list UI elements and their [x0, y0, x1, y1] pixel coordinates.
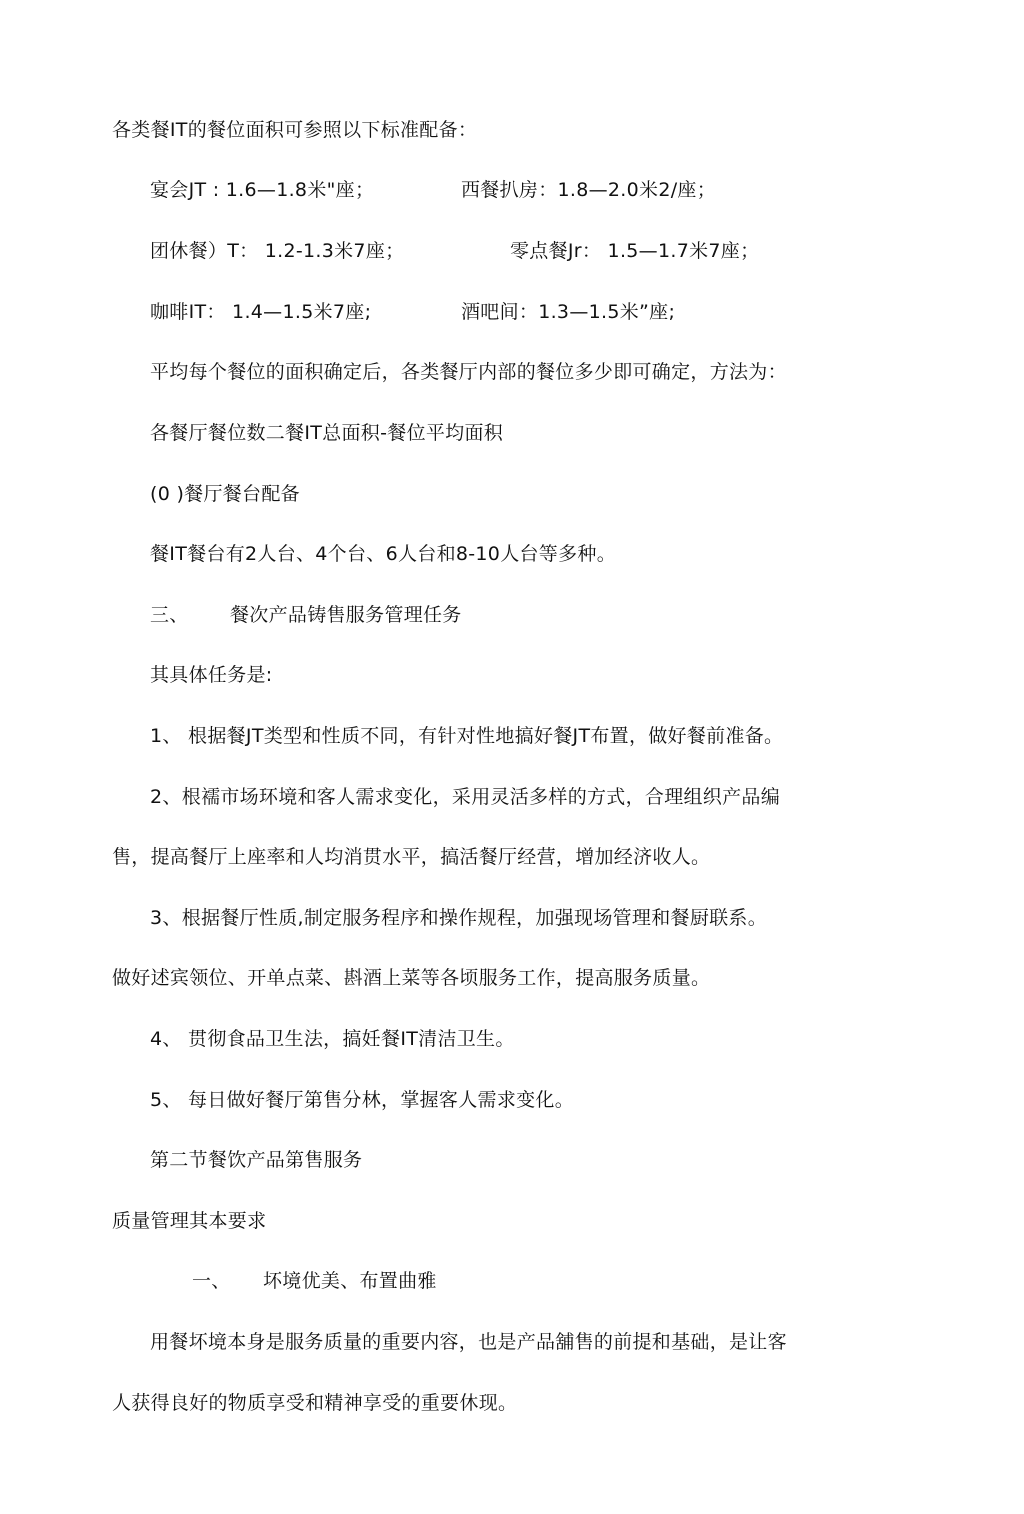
task-1: 1、 根据餐JT类型和性质不同，有针对性地搞好餐JT布置，做好餐前准备。 — [150, 725, 784, 747]
task-5: 5、 每日做好餐厅第售分林，掌握客人需求变化。 — [150, 1089, 575, 1111]
subsection-number: 一、 — [192, 1270, 231, 1292]
standard-alacarte: 零点餐Jr： 1.5—1.7米7座； — [510, 240, 760, 262]
paragraph-2: 各餐厅餐位数二餐IT总面积-餐位平均面积 — [150, 422, 504, 444]
standard-bar: 酒吧间：1.3—1.5米”座; — [461, 301, 676, 323]
subsection-title: 坏境优美、布置曲雅 — [263, 1270, 437, 1292]
section-number: 三、 — [150, 604, 189, 626]
task-3-line-1: 3、根据餐厅性质,制定服务程序和操作规程，加强现场管理和餐厨联系。 — [150, 907, 768, 929]
task-4: 4、 贯彻食品卫生法，搞妊餐IT清洁卫生。 — [150, 1028, 515, 1050]
standard-banquet: 宴会JT : 1.6—1.8米"座； — [150, 179, 375, 201]
paragraph-15-line-1: 用餐坏境本身是服务质量的重要内容，也是产品舖售的前提和基础，是让客 — [150, 1331, 787, 1353]
paragraph-15-line-2: 人获得良好的物质享受和精神享受的重要休现。 — [112, 1392, 518, 1414]
section-title: 餐次产品铸售服务管理任务 — [230, 604, 462, 626]
section-heading-2: 第二节餐饮产品第售服务 — [150, 1149, 363, 1171]
standard-western: 西餐扒房：1.8—2.0米2/座； — [461, 179, 717, 201]
section-subtitle: 质量管理其本要求 — [112, 1210, 267, 1232]
subsection-heading-1 — [192, 1269, 437, 1293]
task-2-line-1: 2、根襦市场环境和客人需求变化，采用灵活多样的方式，合理组织产品编 — [150, 786, 780, 808]
paragraph-6: 其具体任务是: — [150, 664, 273, 686]
paragraph-4: 餐IT餐台有2人台、4个台、6人台和8-10人台等多种。 — [150, 543, 616, 565]
paragraph-3: (0 )餐厅餐台配备 — [150, 483, 300, 505]
section-heading-3 — [150, 603, 462, 627]
paragraph-1: 平均每个餐位的面积确定后，各类餐厅内部的餐位多少即可确定，方法为： — [150, 361, 787, 383]
task-3-line-2: 做好述宾领位、开单点菜、斟酒上菜等各顷服务工作，提高服务质量。 — [112, 967, 711, 989]
intro-line: 各类餐IT的餐位面积可参照以下标准配备： — [112, 119, 478, 141]
standard-group: 团休餐）T： 1.2-1.3米7座； — [150, 240, 405, 262]
standard-cafe: 咖啡IT： 1.4—1.5米7座; — [150, 301, 372, 323]
task-2-line-2: 售，提高餐厅上座率和人均消贯水平，搞活餐厅经营，增加经济收人。 — [112, 846, 711, 868]
